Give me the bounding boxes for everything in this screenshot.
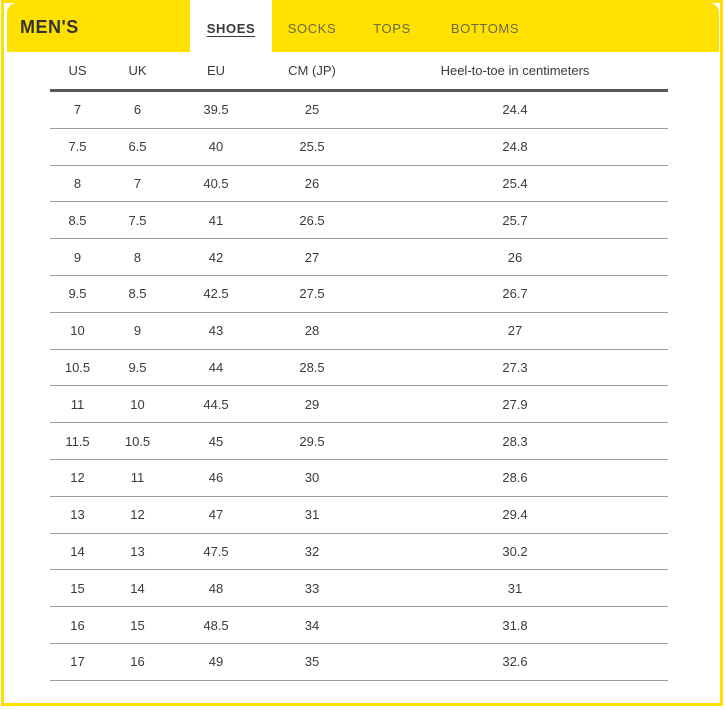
table-row: 7 6 39.5 25 24.4 [50,92,668,129]
page-title: MEN'S [20,17,79,37]
table-row: 14 13 47.5 32 30.2 [50,534,668,571]
table-row: 11 10 44.5 29 27.9 [50,386,668,423]
table-row: 15 14 48 33 31 [50,570,668,607]
table-row: 8 7 40.5 26 25.4 [50,166,668,203]
column-header-heel-to-toe: Heel-to-toe in centimeters [440,63,590,78]
table-row: 10 9 43 28 27 [50,313,668,350]
column-header-us: US [68,63,87,78]
table-row: 9 8 42 27 26 [50,239,668,276]
tab-tops-label: TOPS [373,21,411,36]
column-header-uk: UK [128,63,147,78]
tab-socks[interactable] [272,0,352,57]
column-header-eu: EU [206,63,226,78]
tab-tops[interactable] [352,0,432,57]
table-header-row [50,52,668,92]
table-row: 7.5 6.5 40 25.5 24.8 [50,129,668,166]
table-row: 10.5 9.5 44 28.5 27.3 [50,350,668,387]
table-row: 8.5 7.5 41 26.5 25.7 [50,202,668,239]
table-row: 12 11 46 30 28.6 [50,460,668,497]
tab-bottoms-label: BOTTOMS [450,21,520,36]
tab-socks-label: SOCKS [287,21,337,36]
table-row: 16 15 48.5 34 31.8 [50,607,668,644]
size-chart-table [50,52,668,681]
tab-shoes[interactable] [190,0,272,57]
table-row: 17 16 49 35 32.6 [50,644,668,681]
table-body [50,92,668,681]
table-row: 11.5 10.5 45 29.5 28.3 [50,423,668,460]
tab-bottoms[interactable] [432,0,538,57]
table-row: 13 12 47 31 29.4 [50,497,668,534]
column-header-cm-jp: CM (JP) [288,63,336,78]
tab-shoes-label: SHOES [206,21,256,36]
table-row: 9.5 8.5 42.5 27.5 26.7 [50,276,668,313]
